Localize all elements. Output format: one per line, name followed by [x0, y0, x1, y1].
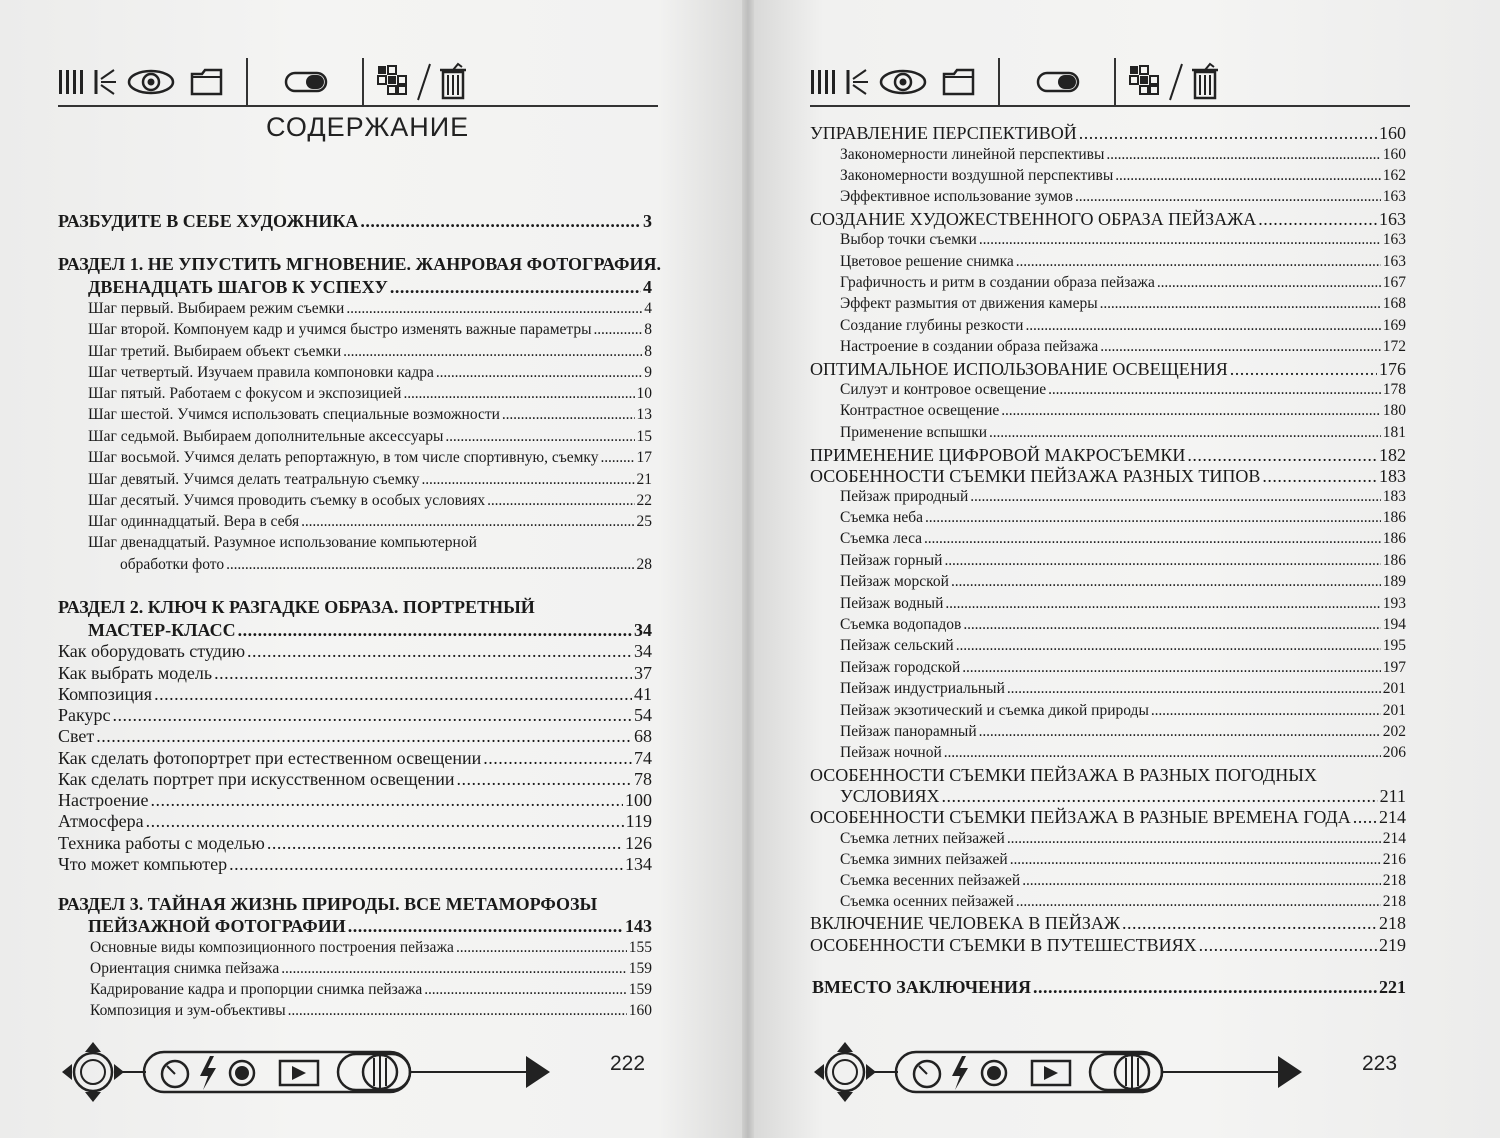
- grid-thumbnails-icon: [376, 64, 410, 100]
- mode-dial-icon: [1090, 1054, 1162, 1090]
- light-source-icon: [92, 66, 120, 98]
- toc-entry: Ракурс . . . 54: [58, 706, 652, 724]
- slash-icon: [414, 62, 434, 102]
- toc-entry: Создание глубины резкости . . . 169: [840, 318, 1406, 334]
- toc-entry: Съемка весенних пейзажей . . . 218: [840, 873, 1406, 889]
- left-header-strip: [58, 58, 658, 106]
- toc-entry: Пейзаж горный . . . 186: [840, 553, 1406, 569]
- toc-entry: ВКЛЮЧЕНИЕ ЧЕЛОВЕКА В ПЕЙЗАЖ . . . 218: [810, 914, 1406, 932]
- toc-entry: Закономерности воздушной перспективы . . . 162: [840, 168, 1406, 184]
- toc-entry: Пейзаж ночной . . . 206: [840, 745, 1406, 761]
- trash-icon: [438, 62, 468, 100]
- toc-entry: Шаг второй. Компонуем кадр и учимся быстро изменять важные параметры . . . 8: [88, 322, 652, 338]
- toc-entry: Съемка неба . . . 186: [840, 510, 1406, 526]
- page-title: СОДЕРЖАНИЕ: [266, 112, 470, 142]
- toc-entry: Графичность и ритм в создании образа пейзажа . . . 167: [840, 275, 1406, 291]
- arrow-right-icon: [526, 1056, 550, 1088]
- toc-entry: Съемка осенних пейзажей . . . 218: [840, 894, 1406, 910]
- toc-entry: ПЕЙЗАЖНОЙ ФОТОГРАФИИ . . . 143: [88, 917, 652, 935]
- toc-entry: Пейзаж панорамный . . . 202: [840, 724, 1406, 740]
- toc-entry: Эффективное использование зумов . . . 163: [840, 189, 1406, 205]
- toc-entry: Атмосфера . . . 119: [58, 812, 652, 830]
- folder-icon: [190, 66, 224, 98]
- flash-icon: [952, 1056, 968, 1090]
- toc-entry: Настроение в создании образа пейзажа . . . 172: [840, 339, 1406, 355]
- toc-entry: обработки фото . . . 28: [120, 557, 652, 573]
- toc-entry: Композиция . . . 41: [58, 685, 652, 703]
- toc-entry: Применение вспышки . . . 181: [840, 425, 1406, 441]
- eye-icon: [126, 66, 176, 98]
- toc-entry: Закономерности линейной перспективы . . . 160: [840, 147, 1406, 163]
- grid-thumbnails-icon: [1128, 64, 1162, 100]
- mode-dial-icon: [338, 1054, 410, 1090]
- toc-entry: ОСОБЕННОСТИ СЪЕМКИ ПЕЙЗАЖА РАЗНЫХ ТИПОВ . . . 183: [810, 467, 1406, 485]
- page-number: 223: [1362, 1052, 1398, 1075]
- toc-entry: Техника работы с моделью . . . 126: [58, 834, 652, 852]
- toc-entry: Кадрирование кадра и пропорции снимка пейзажа . . . 159: [90, 982, 652, 998]
- playback-icon: [1032, 1061, 1070, 1085]
- toc-entry: Свет . . . 68: [58, 727, 652, 745]
- toc-entry: Выбор точки съемки . . . 163: [840, 232, 1406, 248]
- page-number: 222: [610, 1052, 646, 1075]
- toc-entry: ОСОБЕННОСТИ СЪЕМКИ В ПУТЕШЕСТВИЯХ . . . 219: [810, 936, 1406, 954]
- toc-entry-title: Шаг двенадцатый. Разумное использование компьютерной: [88, 534, 477, 551]
- right-header-strip: [810, 58, 1410, 106]
- toc-entry: Основные виды композиционного построения пейзажа . . . 155: [90, 940, 652, 956]
- toc-entry: Эффект размытия от движения камеры . . . 168: [840, 296, 1406, 312]
- eye-icon: [878, 66, 928, 98]
- battery-bars-icon: [810, 68, 840, 96]
- toc-entry-page: 4: [643, 277, 652, 297]
- timer-icon: [162, 1061, 188, 1087]
- toc-section-heading: РАЗДЕЛ 1. НЕ УПУСТИТЬ МГНОВЕНИЕ. ЖАНРОВАЯ ФОТОГРАФИЯ.: [58, 254, 661, 274]
- record-icon: [982, 1061, 1006, 1085]
- left-footer-nav: [58, 1040, 558, 1104]
- toc-entry: Съемка зимних пейзажей . . . 216: [840, 852, 1406, 868]
- toc-entry: Цветовое решение снимка . . . 163: [840, 254, 1406, 270]
- toc-entry-title: ДВЕНАДЦАТЬ ШАГОВ К УСПЕХУ: [88, 277, 388, 297]
- header-divider: [1114, 58, 1116, 106]
- folder-icon: [942, 66, 976, 98]
- toc-entry: Шаг первый. Выбираем режим съемки . . . 4: [88, 301, 652, 317]
- toc-entry: [58, 212, 652, 230]
- playback-icon: [280, 1061, 318, 1085]
- toc-entry: МАСТЕР-КЛАСС . . . 34: [88, 621, 652, 639]
- trash-icon: [1190, 62, 1220, 100]
- toc-entry: Шаг десятый. Учимся проводить съемку в особых условиях . . . 22: [88, 493, 652, 509]
- toc-entry: УСЛОВИЯХ . . . 211: [840, 787, 1406, 805]
- toc-section-heading: РАЗДЕЛ 2. КЛЮЧ К РАЗГАДКЕ ОБРАЗА. ПОРТРЕТНЫЙ: [58, 597, 535, 617]
- toc-entry: Шаг девятый. Учимся делать театральную съемку . . . 21: [88, 472, 652, 488]
- flash-icon: [200, 1056, 216, 1090]
- toc-entry: Шаг одиннадцатый. Вера в себя . . . 25: [88, 514, 652, 530]
- toc-entry: Что может компьютер . . . 134: [58, 855, 652, 873]
- toc-entry: Пейзаж природный . . . 183: [840, 489, 1406, 505]
- toc-entry-page: 3: [643, 211, 652, 231]
- toc-entry: Как сделать портрет при искусственном освещении . . . 78: [58, 770, 652, 788]
- toc-entry: Как сделать фотопортрет при естественном освещении . . . 74: [58, 749, 652, 767]
- toc-entry-title: ОСОБЕННОСТИ СЪЕМКИ ПЕЙЗАЖА В РАЗНЫХ ПОГОДНЫХ: [810, 765, 1317, 785]
- light-source-icon: [844, 66, 872, 98]
- toc-entry: Шаг пятый. Работаем с фокусом и экспозицией . . . 10: [88, 386, 652, 402]
- book-gutter: [742, 0, 754, 1138]
- toc-entry: Ориентация снимка пейзажа . . . 159: [90, 961, 652, 977]
- toc-entry: Шаг третий. Выбираем объект съемки . . . 8: [88, 344, 652, 360]
- toc-entry: ОСОБЕННОСТИ СЪЕМКИ ПЕЙЗАЖА В РАЗНЫЕ ВРЕМЕНА ГОДА . . . 214: [810, 808, 1406, 826]
- slash-icon: [1166, 62, 1186, 102]
- toc-entry: Контрастное освещение . . . 180: [840, 403, 1406, 419]
- toc-entry: Шаг четвертый. Изучаем правила компоновки кадра . . . 9: [88, 365, 652, 381]
- toc-entry: СОЗДАНИЕ ХУДОЖЕСТВЕННОГО ОБРАЗА ПЕЙЗАЖА . . . 163: [810, 210, 1406, 228]
- toggle-switch-icon: [284, 70, 328, 94]
- toc-entry: УПРАВЛЕНИЕ ПЕРСПЕКТИВОЙ . . . 160: [810, 124, 1406, 142]
- toc-entry: ВМЕСТО ЗАКЛЮЧЕНИЯ . . . 221: [812, 978, 1406, 996]
- toc-entry: Пейзаж городской . . . 197: [840, 660, 1406, 676]
- right-footer-nav: [810, 1040, 1310, 1104]
- toc-entry: Композиция и зум-объективы . . . 160: [90, 1003, 652, 1019]
- toc-entry: Пейзаж сельский . . . 195: [840, 638, 1406, 654]
- toc-entry: Съемка летних пейзажей . . . 214: [840, 831, 1406, 847]
- header-divider: [362, 58, 364, 106]
- toc-entry: Пейзаж экзотический и съемка дикой природы . . . 201: [840, 703, 1406, 719]
- toc-entry: Шаг восьмой. Учимся делать репортажную, в том числе спортивную, съемку . . . 17: [88, 450, 652, 466]
- timer-icon: [914, 1061, 940, 1087]
- toc-entry: Пейзаж водный . . . 193: [840, 596, 1406, 612]
- record-icon: [230, 1061, 254, 1085]
- toc-entry: Пейзаж морской . . . 189: [840, 574, 1406, 590]
- toc-section-heading: РАЗДЕЛ 3. ТАЙНАЯ ЖИЗНЬ ПРИРОДЫ. ВСЕ МЕТАМОРФОЗЫ: [58, 894, 598, 914]
- toc-entry: Съемка водопадов . . . 194: [840, 617, 1406, 633]
- toc-entry: Шаг шестой. Учимся использовать специальные возможности . . . 13: [88, 407, 652, 423]
- toc-entry: Как оборудовать студию . . . 34: [58, 642, 652, 660]
- arrow-right-icon: [1278, 1056, 1302, 1088]
- battery-bars-icon: [58, 68, 88, 96]
- toc-entry: [88, 278, 652, 296]
- toc-entry: Как выбрать модель . . . 37: [58, 664, 652, 682]
- toc-entry: ОПТИМАЛЬНОЕ ИСПОЛЬЗОВАНИЕ ОСВЕЩЕНИЯ . . . 176: [810, 360, 1406, 378]
- toc-entry: Шаг седьмой. Выбираем дополнительные аксессуары . . . 15: [88, 429, 652, 445]
- toc-entry: Настроение . . . 100: [58, 791, 652, 809]
- toc-entry-title: РАЗБУДИТЕ В СЕБЕ ХУДОЖНИКА: [58, 211, 359, 231]
- toc-entry: ПРИМЕНЕНИЕ ЦИФРОВОЙ МАКРОСЪЕМКИ . . . 182: [810, 446, 1406, 464]
- toc-entry: Пейзаж индустриальный . . . 201: [840, 681, 1406, 697]
- toggle-switch-icon: [1036, 70, 1080, 94]
- toc-entry: Силуэт и контровое освещение . . . 178: [840, 382, 1406, 398]
- toc-entry: Съемка леса . . . 186: [840, 531, 1406, 547]
